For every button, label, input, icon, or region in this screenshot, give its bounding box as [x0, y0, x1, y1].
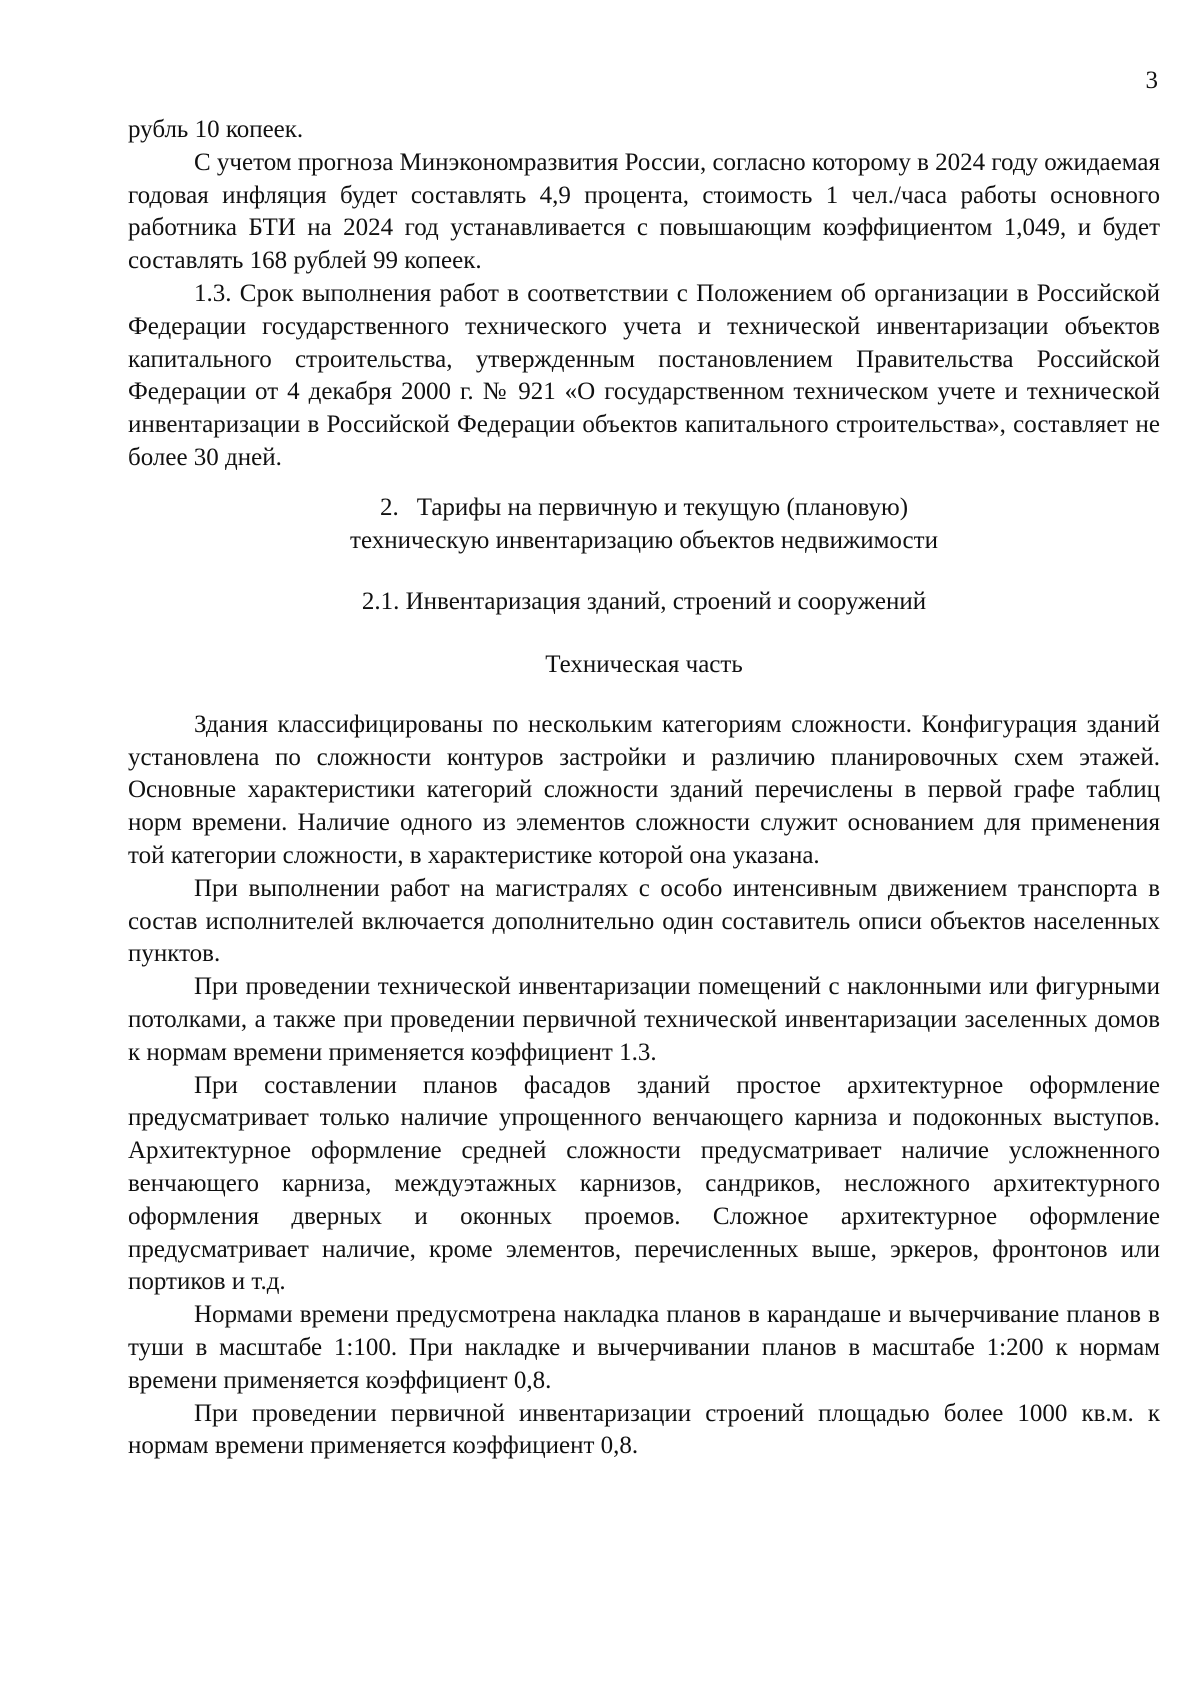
- paragraph-traffic: При выполнении работ на магистралях с особо интенсивным движением транспорта в состав исполнителей включается дополнительно один составитель описи объектов населенных пунктов.: [128, 874, 1160, 968]
- paragraph-facades: При составлении планов фасадов зданий простое архитектурное оформление предусматривает только наличие упрощенного венчающего карниза и подоконных выступов. Архитектурное оформление средней сложности предусматривает наличие усложненного венчающего карниза, междуэтажных карнизов, сандриков, несложного архитектурного оформления дверных и оконных проемов. Сложное архитектурное оформление предусматривает наличие, кроме элементов, перечисленных выше, эркеров, фронтонов или портиков и т.д.: [128, 1071, 1160, 1296]
- section-title-line1: Тарифы на первичную и текущую (плановую): [416, 493, 909, 521]
- paragraph-complexity: Здания классифицированы по нескольким категориям сложности. Конфигурация зданий установлена по сложности контуров застройки и различию планировочных схем этажей. Основные характеристики категорий сложности зданий перечислены в первой графе таблиц норм времени. Наличие одного из элементов сложности служит основанием для применения той категории сложности, в характеристике которой она указана.: [128, 710, 1160, 869]
- paragraph-continuation: рубль 10 копеек.: [128, 116, 304, 143]
- paragraph-area: При проведении первичной инвентаризации строений площадью более 1000 кв.м. к нормам времени применяется коэффициент 0,8.: [128, 1399, 1160, 1460]
- paragraph-deadline: 1.3. Срок выполнения работ в соответствии с Положением об организации в Российской Федерации государственного технического учета и технической инвентаризации объектов капитального строительства, утвержденным постановлением Правительства Российской Федерации от 4 декабря 2000 г. № 921 «О государственном техническом учете и технической инвентаризации в Российской Федерации объектов капитального строительства», составляет не более 30 дней.: [128, 279, 1160, 471]
- section-number: 2.: [379, 493, 399, 521]
- page-number: 3: [1145, 67, 1158, 94]
- subsection-heading: 2.1. Инвентаризация зданий, строений и сооружений: [361, 587, 927, 615]
- paragraph-ceilings: При проведении технической инвентаризации помещений с наклонными или фигурными потолками, а также при проведении первичной технической инвентаризации заселенных домов к нормам времени применяется коэффициент 1.3.: [128, 973, 1160, 1066]
- section-title-line2: техническую инвентаризацию объектов недвижимости: [350, 526, 938, 554]
- section-heading: [128, 491, 1160, 557]
- document-body: [128, 114, 1160, 1463]
- section-heading-line1: [128, 491, 1160, 524]
- part-heading: Техническая часть: [545, 650, 743, 678]
- paragraph-inflation: С учетом прогноза Минэкономразвития России, согласно которому в 2024 году ожидаемая годовая инфляция будет составлять 4,9 процента, стоимость 1 чел./часа работы основного работника БТИ на 2024 год устанавливается с повышающим коэффициентом 1,049, и будет составлять 168 рублей 99 копеек.: [128, 148, 1160, 275]
- paragraph-scale: Нормами времени предусмотрена накладка планов в карандаше и вычерчивание планов в туши в масштабе 1:100. При накладке и вычерчивании планов в масштабе 1:200 к нормам времени применяется коэффициент 0,8.: [128, 1301, 1160, 1394]
